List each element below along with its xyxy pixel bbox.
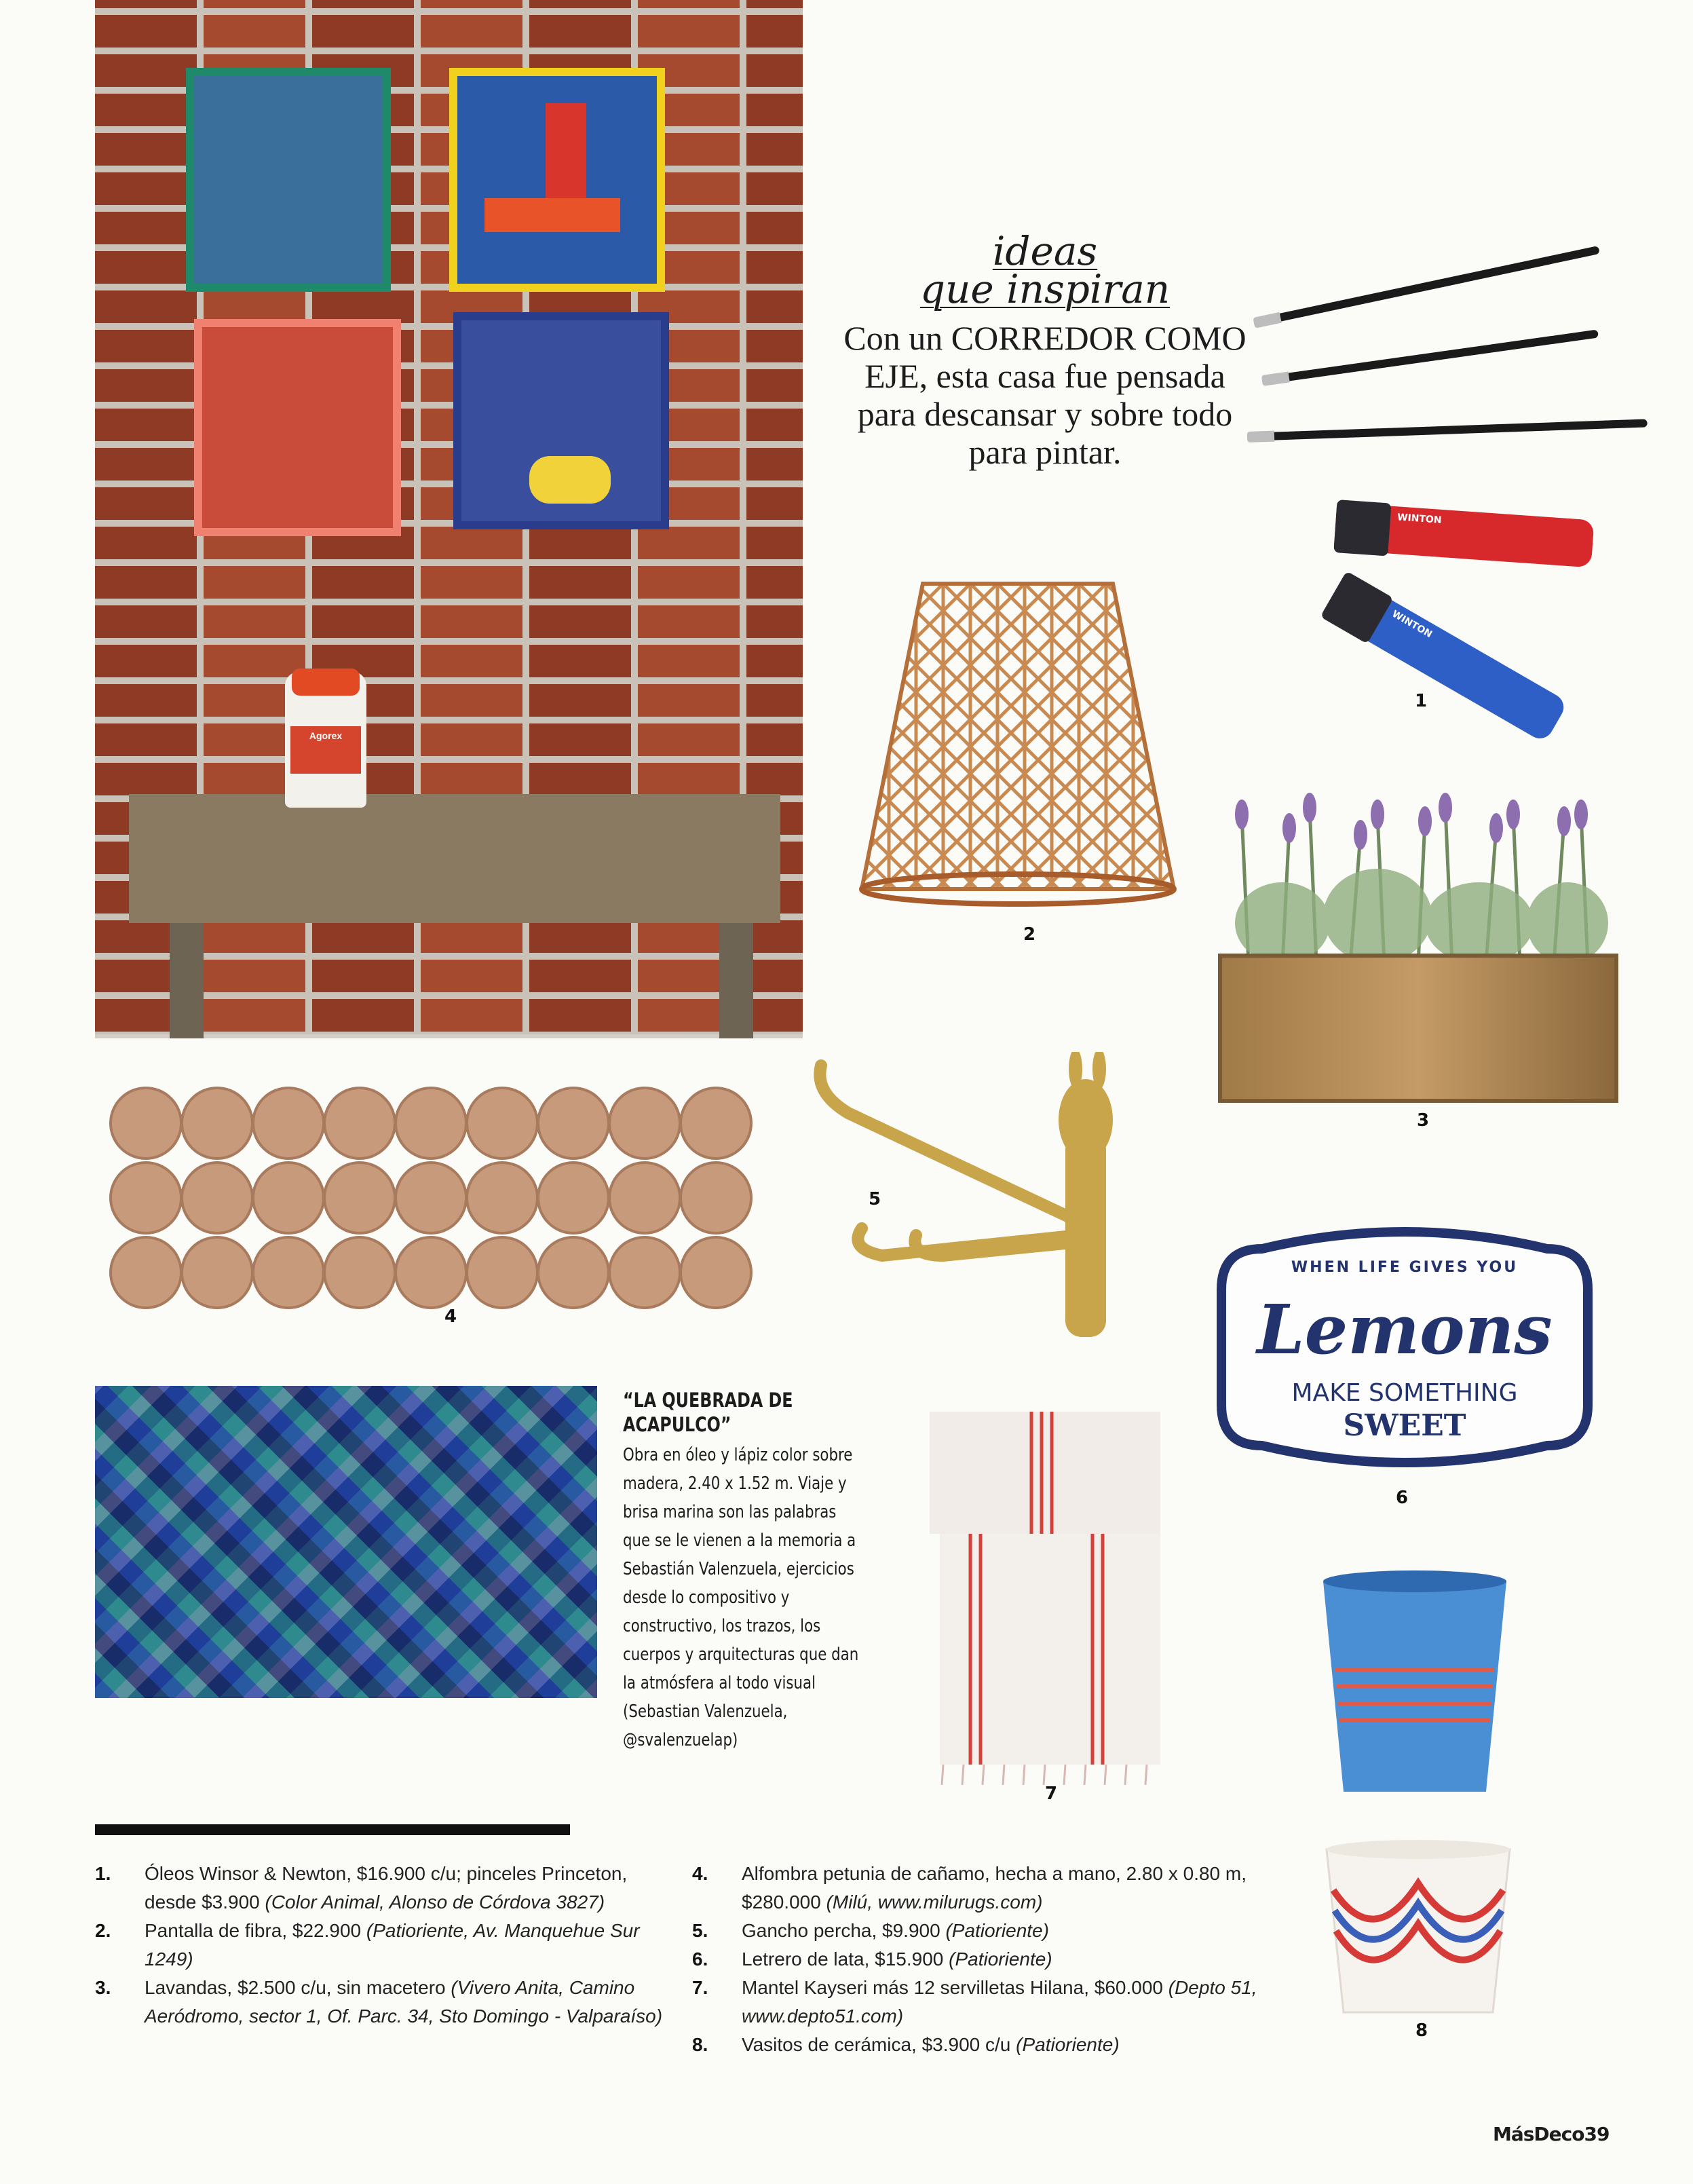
credit-3 [95, 1974, 679, 2031]
product-number-5: 5 [869, 1189, 881, 1209]
rabbit-hook [807, 1052, 1147, 1351]
credit-text: Letrero de lata, $15.900 [742, 1948, 944, 1970]
folio-page: 39 [1584, 2123, 1610, 2145]
credit-number: 8. [692, 2034, 708, 2055]
credit-number: 3. [95, 1977, 111, 1998]
wooden-planter [1218, 954, 1618, 1103]
credit-number: 1. [95, 1863, 111, 1884]
credit-source: (Depto 51, www.depto51.com) [742, 1977, 1257, 2027]
work-table [129, 794, 780, 923]
credit-source: (Patioriente) [1016, 2034, 1120, 2055]
tube-cap [1320, 571, 1394, 644]
lavender-plants [1228, 787, 1608, 964]
paint-brush [1253, 246, 1600, 327]
credit-number: 6. [692, 1948, 708, 1970]
artwork-green-frame [186, 68, 391, 292]
artwork-coral-frame [194, 319, 401, 536]
title-line2: que inspiran [919, 266, 1171, 312]
credit-number: 4. [692, 1863, 708, 1884]
caption-title: “LA QUEBRADA DE ACAPULCO” [623, 1389, 793, 1436]
credit-text: Alfombra petunia de cañamo, hecha a mano, 2.80 x 0.80 m, $280.000 [742, 1863, 1247, 1913]
credit-number: 7. [692, 1977, 708, 1998]
credit-text: Vasitos de cerámica, $3.900 c/u [742, 2034, 1011, 2055]
paint-brush [1247, 419, 1648, 441]
credit-text: Mantel Kayseri más 12 servilletas Hilana, $60.000 [742, 1977, 1163, 1998]
credit-source: (Patioriente, Av. Manquehue Sur 1249) [145, 1920, 640, 1970]
credit-4 [692, 1860, 1289, 1917]
credit-source: (Patioriente) [949, 1948, 1052, 1970]
credit-text: Pantalla de fibra, $22.900 [145, 1920, 362, 1941]
credits-rule [95, 1824, 570, 1835]
credit-6 [692, 1945, 1289, 1974]
credit-source: (Milú, www.milurugs.com) [826, 1891, 1043, 1913]
paint-brush [1261, 329, 1599, 384]
product-number-2: 2 [1023, 924, 1036, 945]
credit-5 [692, 1917, 1289, 1945]
folio-brand: MásDeco [1493, 2123, 1584, 2145]
table-leg [719, 923, 753, 1038]
product-number-7: 7 [1045, 1784, 1058, 1804]
product-number-6: 6 [1396, 1488, 1409, 1508]
credit-text: Gancho percha, $9.900 [742, 1920, 940, 1941]
painting-la-quebrada-de-acapulco [95, 1386, 597, 1698]
sign-line3: MAKE SOMETHING [1291, 1379, 1518, 1407]
glue-jar-label: Agorex [290, 726, 361, 774]
paint-tube-blue [1322, 573, 1569, 744]
credit-source: (Vivero Anita, Camino Aeródromo, sector 1, Of. Parc. 34, Sto Domingo - Valparaíso) [145, 1977, 663, 2027]
tube-label: WINTON [1396, 512, 1443, 526]
tube-label: WINTON [1390, 608, 1434, 641]
tablecloth [930, 1412, 1160, 1785]
painting-caption [623, 1388, 868, 1754]
ceramic-cup-striped [1316, 1568, 1513, 1799]
product-number-3: 3 [1417, 1110, 1430, 1131]
caption-body: Obra en óleo y lápiz color sobre madera, 2.40 x 1.52 m. Viaje y brisa marina son las palabras que se le vienen a la memoria a Sebastián Valenzuela, ejercicios desde lo compositivo y constructivo, los trazos, los cuerpos y arquitecturas que dan la atmósfera al todo visual (Sebastian Valenzuela, @svalenzuelap) [623, 1445, 859, 1750]
ceramic-cup-waves [1320, 1836, 1517, 2019]
sign-lemons-text: Lemons [1257, 1289, 1553, 1370]
tin-sign [1208, 1222, 1601, 1473]
fiber-lampshade [848, 570, 1187, 909]
credit-number: 2. [95, 1920, 111, 1941]
credit-source: (Patioriente) [945, 1920, 1049, 1941]
credit-text: Óleos Winsor & Newton, $16.900 c/u; pinceles Princeton, desde $3.900 [145, 1863, 628, 1913]
credit-8 [692, 2031, 1289, 2059]
credit-7 [692, 1974, 1289, 2031]
hemp-rug [109, 1086, 767, 1310]
paint-tube-red [1334, 502, 1595, 567]
tube-cap [1333, 500, 1391, 556]
credit-1 [95, 1860, 679, 1917]
hero-photo-studio [95, 0, 803, 1038]
credit-source: (Color Animal, Alonso de Córdova 3827) [265, 1891, 605, 1913]
glue-jar-lid [292, 669, 360, 696]
artwork-yellow-frame [449, 68, 665, 292]
sign-top-text: WHEN LIFE GIVES YOU [1291, 1259, 1519, 1276]
credit-number: 5. [692, 1920, 708, 1941]
title-line1: ideas [992, 228, 1098, 274]
section-subtitle: Con un CORREDOR COMO EJE, esta casa fue pensada para descansar y sobre todo para pintar. [843, 319, 1247, 471]
sign-line4: SWEET [1343, 1408, 1466, 1443]
product-number-1: 1 [1415, 691, 1428, 711]
page-folio [1493, 2123, 1609, 2145]
product-number-4: 4 [444, 1306, 457, 1327]
credit-text: Lavandas, $2.500 c/u, sin macetero [145, 1977, 446, 1998]
table-leg [170, 923, 204, 1038]
credit-2 [95, 1917, 679, 1974]
section-title [848, 228, 1242, 312]
artwork-blue-frame [453, 312, 669, 529]
product-number-8: 8 [1415, 2020, 1428, 2041]
